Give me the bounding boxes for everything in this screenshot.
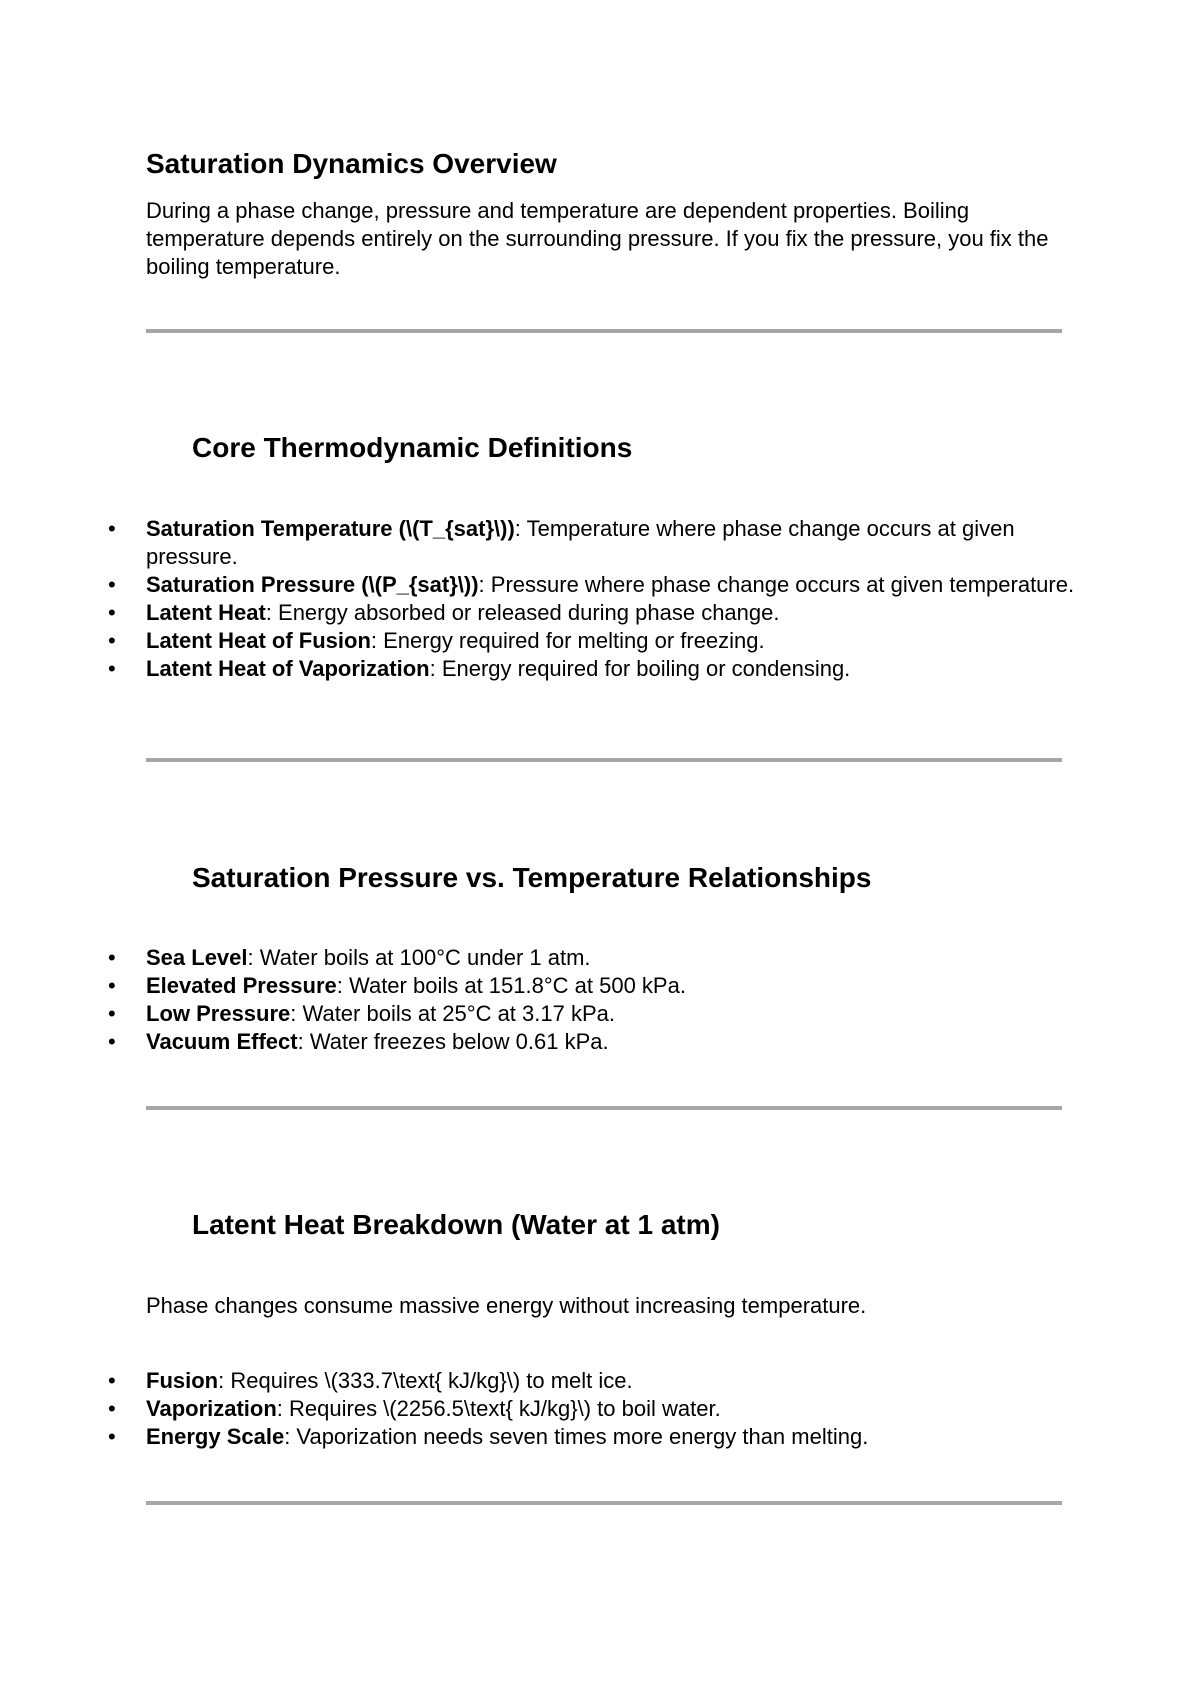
list-item — [0, 599, 1100, 627]
item-term: Vacuum Effect — [146, 1029, 298, 1054]
section-divider — [146, 329, 1062, 333]
item-term: Fusion — [146, 1368, 219, 1393]
overview-paragraph: During a phase change, pressure and temperature are dependent properties. Boiling temperature depends entirely on the surrounding pressure. If you fix the pressure, you fix the boiling temperature. — [146, 198, 1049, 279]
bullet-icon: • — [108, 1001, 116, 1026]
list-item — [0, 1028, 1100, 1056]
bullet-icon: • — [108, 1029, 116, 1054]
item-description: : Energy required for boiling or condensing. — [429, 656, 851, 681]
list-item — [0, 627, 1100, 655]
definitions-title: Core Thermodynamic Definitions — [192, 432, 633, 463]
item-description: : Pressure where phase change occurs at given temperature. — [478, 572, 1075, 597]
item-term: Energy Scale — [146, 1424, 285, 1449]
list-item — [0, 944, 1100, 972]
item-term: Latent Heat of Fusion — [146, 628, 371, 653]
item-description: : Vaporization needs seven times more energy than melting. — [284, 1424, 869, 1449]
item-term: Elevated Pressure — [146, 973, 337, 998]
bullet-icon: • — [108, 656, 116, 681]
latent-intro: Phase changes consume massive energy without increasing temperature. — [146, 1293, 867, 1318]
item-description: : Water boils at 25°C at 3.17 kPa. — [290, 1001, 615, 1026]
section-divider — [146, 758, 1062, 762]
list-item — [0, 1367, 1100, 1395]
item-term: Saturation Temperature (\(T_{sat}\)) — [146, 516, 515, 541]
item-description: : Water freezes below 0.61 kPa. — [297, 1029, 609, 1054]
list-item — [0, 515, 1100, 571]
item-term: Sea Level — [146, 945, 248, 970]
bullet-icon: • — [108, 572, 116, 597]
list-item — [0, 571, 1100, 599]
relationships-title: Saturation Pressure vs. Temperature Relationships — [192, 862, 872, 893]
list-item — [0, 1395, 1100, 1423]
bullet-icon: • — [108, 628, 116, 653]
section-divider — [146, 1501, 1062, 1505]
item-term: Vaporization — [146, 1396, 277, 1421]
item-term: Low Pressure — [146, 1001, 291, 1026]
bullet-icon: • — [108, 1396, 116, 1421]
item-description: : Water boils at 100°C under 1 atm. — [247, 945, 591, 970]
latent-title: Latent Heat Breakdown (Water at 1 atm) — [192, 1209, 720, 1240]
latent-list — [0, 1367, 1100, 1451]
bullet-icon: • — [108, 973, 116, 998]
relationships-list — [0, 944, 1100, 1056]
overview-title: Saturation Dynamics Overview — [146, 148, 557, 179]
bullet-icon: • — [108, 1424, 116, 1449]
item-description: : Energy required for melting or freezing. — [370, 628, 765, 653]
item-description: : Energy absorbed or released during phase change. — [265, 600, 780, 625]
list-item — [0, 972, 1100, 1000]
list-item — [0, 1000, 1100, 1028]
item-term: Saturation Pressure (\(P_{sat}\)) — [146, 572, 479, 597]
item-term: Latent Heat of Vaporization — [146, 656, 430, 681]
definitions-list — [0, 515, 1100, 683]
list-item — [0, 655, 1100, 683]
item-description: : Temperature where phase change occurs at given pressure. — [146, 516, 1015, 569]
bullet-icon: • — [108, 945, 116, 970]
list-item — [0, 1423, 1100, 1451]
bullet-icon: • — [108, 600, 116, 625]
item-description: : Requires \(2256.5\text{ kJ/kg}\) to boil water. — [276, 1396, 721, 1421]
bullet-icon: • — [108, 1368, 116, 1393]
item-term: Latent Heat — [146, 600, 266, 625]
item-description: : Water boils at 151.8°C at 500 kPa. — [336, 973, 686, 998]
section-divider — [146, 1106, 1062, 1110]
bullet-icon: • — [108, 516, 116, 541]
item-description: : Requires \(333.7\text{ kJ/kg}\) to melt ice. — [218, 1368, 633, 1393]
